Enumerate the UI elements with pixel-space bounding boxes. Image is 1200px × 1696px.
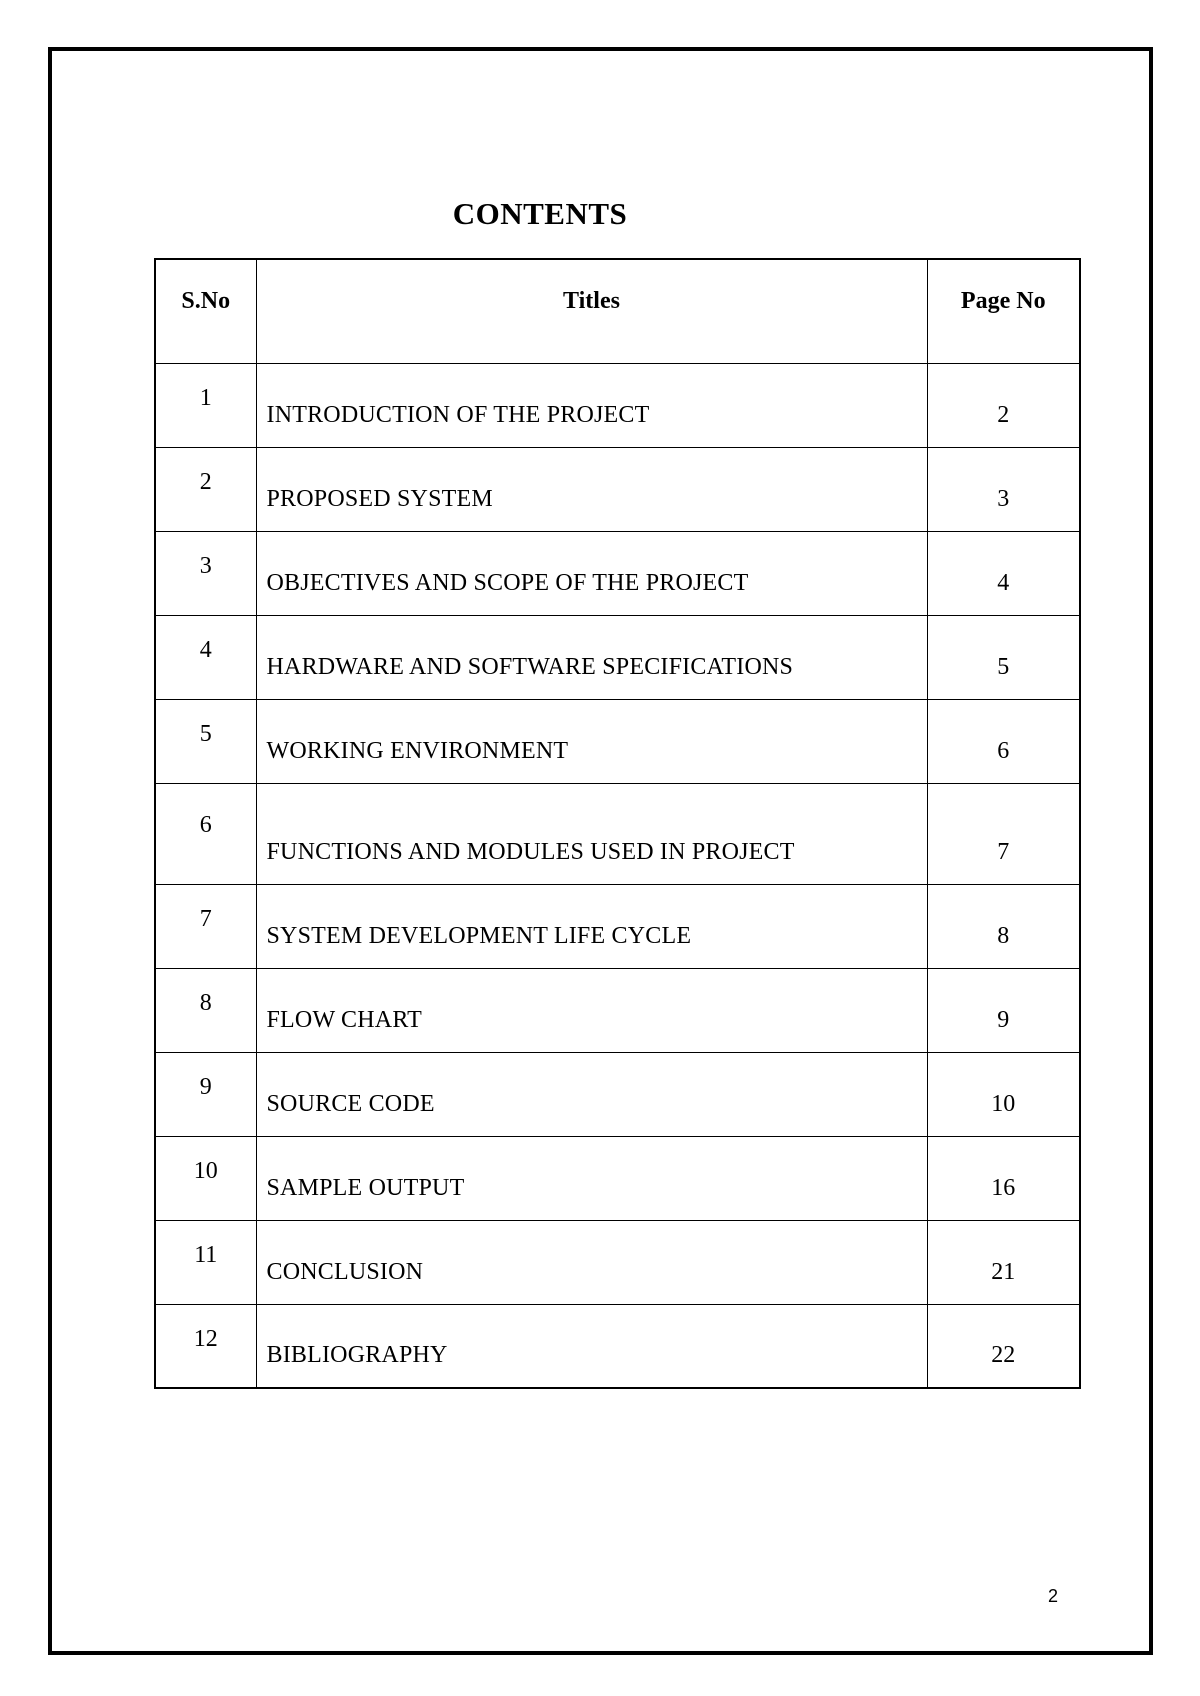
page-value: 7 <box>997 838 1010 865</box>
title-value: OBJECTIVES AND SCOPE OF THE PROJECT <box>266 569 749 596</box>
table-row <box>155 783 1080 884</box>
table-row <box>155 615 1080 699</box>
title-cell <box>256 1220 927 1304</box>
title-cell <box>256 363 927 447</box>
title-value: SYSTEM DEVELOPMENT LIFE CYCLE <box>266 922 692 949</box>
sno-cell <box>155 783 256 884</box>
sno-cell <box>155 968 256 1052</box>
page-cell <box>927 363 1080 447</box>
title-value: FUNCTIONS AND MODULES USED IN PROJECT <box>266 838 795 865</box>
sno-value: 10 <box>193 1157 218 1184</box>
page-cell <box>927 1304 1080 1388</box>
page-value: 5 <box>997 653 1010 680</box>
page-value: 3 <box>997 485 1010 512</box>
page-value: 22 <box>991 1342 1016 1368</box>
sno-value: 9 <box>199 1073 212 1100</box>
sno-value: 2 <box>199 468 212 495</box>
sno-cell <box>155 884 256 968</box>
sno-value: 6 <box>199 811 212 838</box>
title-cell <box>256 783 927 884</box>
table-row <box>155 1220 1080 1304</box>
page-value: 2 <box>997 401 1010 428</box>
table-row <box>155 699 1080 783</box>
title-cell <box>256 1304 927 1388</box>
table-row <box>155 447 1080 531</box>
sno-cell <box>155 1136 256 1220</box>
title-value: CONCLUSION <box>266 1258 424 1285</box>
table-row <box>155 884 1080 968</box>
page-value: 21 <box>991 1258 1016 1285</box>
page-cell <box>927 1052 1080 1136</box>
sno-cell <box>155 363 256 447</box>
sno-cell <box>155 615 256 699</box>
sno-cell <box>155 1304 256 1388</box>
page-value: 10 <box>991 1090 1016 1117</box>
contents-table <box>154 258 1081 1389</box>
title-cell <box>256 615 927 699</box>
sno-value: 1 <box>199 384 212 411</box>
page-cell <box>927 968 1080 1052</box>
page-cell <box>927 783 1080 884</box>
sno-value: 3 <box>199 552 212 579</box>
title-value: SAMPLE OUTPUT <box>266 1174 465 1201</box>
title-cell <box>256 699 927 783</box>
page-value: 9 <box>997 1006 1010 1033</box>
page-value: 6 <box>997 737 1010 764</box>
title-value: FLOW CHART <box>266 1006 422 1033</box>
sno-cell <box>155 1052 256 1136</box>
header-page-no: Page No <box>927 259 1080 363</box>
table-row <box>155 1136 1080 1220</box>
sno-value: 4 <box>199 636 212 663</box>
page-cell <box>927 447 1080 531</box>
title-cell <box>256 1052 927 1136</box>
page-value: 4 <box>997 569 1010 596</box>
sno-cell <box>155 699 256 783</box>
page-cell <box>927 531 1080 615</box>
title-value: SOURCE CODE <box>266 1090 435 1117</box>
page-cell <box>927 1220 1080 1304</box>
sno-cell <box>155 1220 256 1304</box>
table-header-row <box>155 259 1080 363</box>
title-value: BIBLIOGRAPHY <box>266 1342 448 1368</box>
table-row <box>155 1052 1080 1136</box>
page-value: 16 <box>991 1174 1016 1201</box>
title-cell <box>256 447 927 531</box>
page-cell <box>927 699 1080 783</box>
title-value: PROPOSED SYSTEM <box>266 485 493 512</box>
title-value: INTRODUCTION OF THE PROJECT <box>266 401 650 428</box>
table-row <box>155 363 1080 447</box>
title-value: HARDWARE AND SOFTWARE SPECIFICATIONS <box>266 653 794 680</box>
sno-value: 12 <box>193 1325 218 1352</box>
table-row <box>155 531 1080 615</box>
page-number: 2 <box>1048 1586 1059 1606</box>
sno-value: 5 <box>199 720 212 747</box>
page-cell <box>927 615 1080 699</box>
sno-value: 8 <box>199 989 212 1016</box>
sno-cell <box>155 531 256 615</box>
page-cell <box>927 884 1080 968</box>
sno-value: 11 <box>194 1241 218 1268</box>
title-cell <box>256 968 927 1052</box>
table-row <box>155 968 1080 1052</box>
header-sno: S.No <box>155 259 256 363</box>
page-cell <box>927 1136 1080 1220</box>
title-cell <box>256 531 927 615</box>
title-cell <box>256 1136 927 1220</box>
header-titles: Titles <box>256 259 927 363</box>
sno-cell <box>155 447 256 531</box>
title-value: WORKING ENVIRONMENT <box>266 737 569 764</box>
table-row <box>155 1304 1080 1388</box>
sno-value: 7 <box>199 905 212 932</box>
page-value: 8 <box>997 922 1010 949</box>
title-cell <box>256 884 927 968</box>
page-title: CONTENTS <box>452 196 628 231</box>
